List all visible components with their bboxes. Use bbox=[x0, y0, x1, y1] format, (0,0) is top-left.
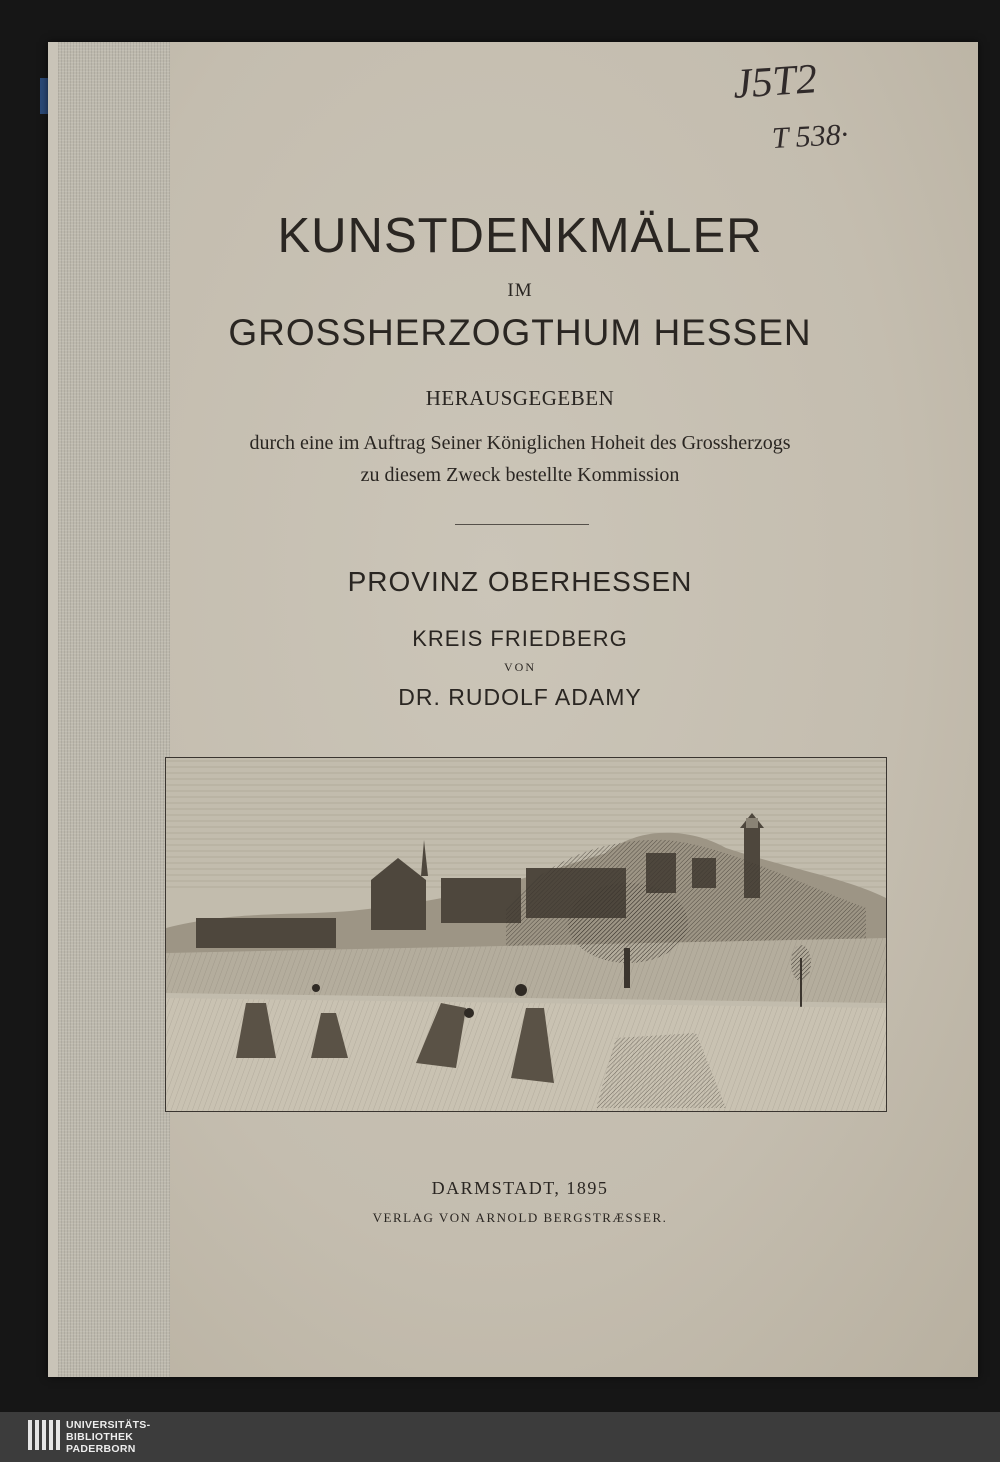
library-name-line-2: BIBLIOTHEK bbox=[66, 1431, 134, 1443]
author-name: DR. RUDOLF ADAMY bbox=[398, 684, 642, 710]
handwritten-shelfmark: J5T2 bbox=[731, 56, 819, 108]
handwritten-number: T 538· bbox=[771, 118, 849, 155]
library-name-line-1: UNIVERSITÄTS- bbox=[66, 1419, 151, 1431]
book-spine bbox=[58, 42, 171, 1377]
district-heading: KREIS FRIEDBERG bbox=[412, 626, 628, 651]
library-name-line-3: PADERBORN bbox=[66, 1443, 136, 1455]
editor-line-2: zu diesem Zweck bestellte Kommission bbox=[360, 464, 680, 486]
imprint-publisher: VERLAG VON ARNOLD BERGSTRÆSSER. bbox=[372, 1210, 668, 1225]
editor-label: HERAUSGEGEBEN bbox=[425, 386, 615, 410]
title-divider bbox=[455, 524, 589, 525]
by-label: VON bbox=[504, 660, 536, 674]
library-name bbox=[66, 1419, 150, 1455]
title-state: GROSSHERZOGTHUM HESSEN bbox=[228, 312, 812, 353]
friedberg-landscape-engraving bbox=[166, 758, 886, 1111]
title-im: IM bbox=[507, 280, 533, 301]
book-title: KUNSTDENKMÄLER bbox=[277, 209, 763, 263]
imprint-place-year: DARMSTADT, 1895 bbox=[431, 1178, 609, 1198]
cover-illustration bbox=[165, 757, 887, 1112]
editor-line-1: durch eine im Auftrag Seiner Königlichen Hoheit des Grossherzogs bbox=[249, 432, 791, 454]
library-logo-icon bbox=[28, 1418, 60, 1457]
province-heading: PROVINZ OBERHESSEN bbox=[347, 566, 693, 597]
